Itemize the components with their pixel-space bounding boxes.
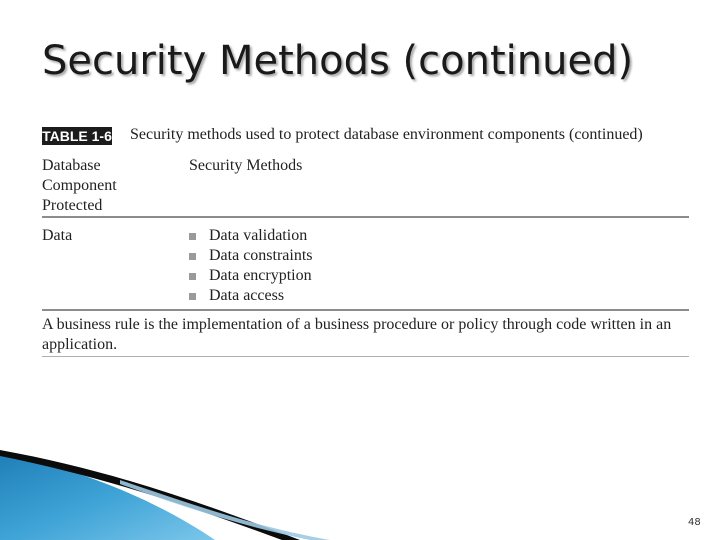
slide-title: Security Methods (continued) (42, 38, 634, 84)
list-item-text: Data access (209, 287, 285, 304)
square-bullet-icon (189, 273, 196, 280)
table-caption: Security methods used to protect database environment components (continued) (130, 126, 643, 143)
decorative-swoosh (0, 440, 720, 540)
table-cell-component: Data (42, 227, 73, 244)
list-item-text: Data encryption (209, 267, 312, 284)
square-bullet-icon (189, 233, 196, 240)
list-item (189, 246, 313, 266)
table-header-rule (42, 216, 689, 218)
list-item (189, 226, 313, 246)
list-item (189, 266, 313, 286)
table-number-label: TABLE 1-6 (42, 128, 112, 144)
list-item (189, 286, 313, 306)
square-bullet-icon (189, 253, 196, 260)
list-item-text: Data constraints (209, 247, 313, 264)
table-row-rule (42, 309, 689, 311)
column-header-security-methods: Security Methods (189, 157, 303, 174)
security-methods-list (189, 226, 313, 306)
square-bullet-icon (189, 293, 196, 300)
table-footnote: A business rule is the implementation of a business procedure or policy through code written in an application. (42, 316, 672, 353)
table-bottom-rule (42, 356, 689, 357)
page-number: 48 (688, 517, 701, 528)
column-header-component: Database Component Protected (42, 157, 117, 214)
blue-swoosh-shape (0, 454, 215, 540)
list-item-text: Data validation (209, 227, 308, 244)
